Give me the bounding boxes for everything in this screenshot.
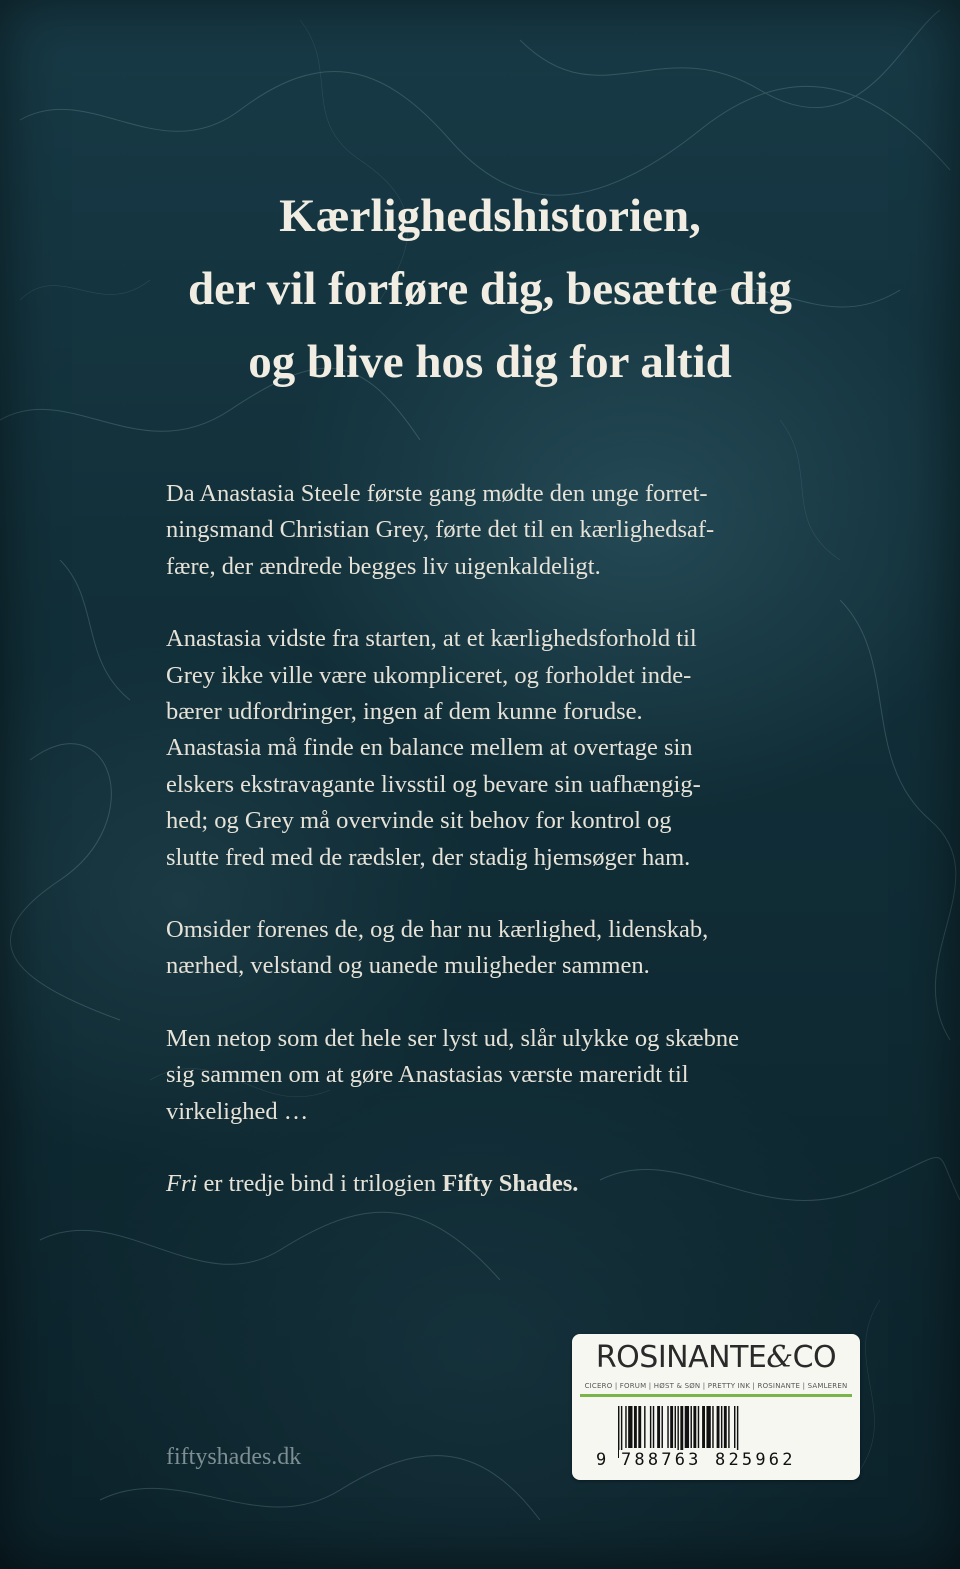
- text-line: nærhed, velstand og uanede muligheder sammen.: [166, 952, 650, 980]
- text-line: bærer udfordringer, ingen af dem kunne forudse.: [166, 698, 643, 726]
- blurb-paragraph-4: [166, 1021, 866, 1130]
- barcode-bar: [712, 1406, 713, 1448]
- text-line: Grey ikke ville være ukompliceret, og forholdet inde-: [166, 661, 692, 689]
- blurb-text: [166, 476, 866, 1203]
- barcode-bar: [625, 1406, 626, 1448]
- barcode-bar: [634, 1406, 637, 1448]
- logo-text: ROSINANTE: [595, 1340, 767, 1375]
- publisher-logo: [580, 1340, 852, 1375]
- text-line: Anastasia vidste fra starten, at et kærlighedsforhold til: [166, 625, 697, 653]
- barcode-bar: [667, 1406, 668, 1448]
- text-line: fære, der ændrede begges liv uigenkaldeligt.: [166, 552, 601, 580]
- series-note-text: er tredje bind i trilogien: [197, 1170, 443, 1198]
- blurb-paragraph-1: [166, 476, 866, 585]
- label-divider: [580, 1394, 852, 1397]
- text-line: Da Anastasia Steele første gang mødte den unge forret-: [166, 480, 708, 507]
- barcode-bar: [693, 1406, 696, 1448]
- text-line: sig sammen om at gøre Anastasias værste mareridt til: [166, 1061, 689, 1089]
- series-note: [166, 1166, 866, 1202]
- barcode-bar: [638, 1406, 641, 1448]
- website-url: fiftyshades.dk: [166, 1444, 302, 1470]
- series-name: Fifty Shades.: [442, 1170, 579, 1198]
- text-line: hed; og Grey må overvinde sit behov for kontrol og: [166, 807, 672, 835]
- barcode-bar: [724, 1406, 727, 1448]
- blurb-paragraph-3: [166, 912, 866, 985]
- logo-ampersand: &: [766, 1340, 793, 1375]
- barcode-bar: [670, 1406, 673, 1448]
- barcode-bar: [657, 1406, 660, 1448]
- headline-line: Kærlighedshistorien,: [279, 190, 701, 242]
- blurb-paragraph-2: [166, 621, 866, 876]
- text-line: elskers ekstravagante livsstil og bevare sin uafhængig-: [166, 770, 701, 798]
- cover-headline: [80, 180, 900, 399]
- headline-line: der vil forføre dig, besætte dig: [188, 263, 792, 315]
- isbn-number: 788763 825962: [621, 1450, 796, 1470]
- text-line: ningsmand Christian Grey, førte det til en kærlighedsaf-: [166, 516, 715, 544]
- barcode-bar: [662, 1406, 663, 1448]
- barcode-bar: [734, 1406, 735, 1448]
- barcode-bar: [675, 1406, 676, 1448]
- text-line: Men netop som det hele ser lyst ud, slår ulykke og skæbne: [166, 1024, 739, 1052]
- barcode-bar: [728, 1406, 729, 1448]
- barcode-bar: [702, 1406, 705, 1448]
- text-line: Omsider forenes de, og de har nu kærlighed, lidenskab,: [166, 916, 709, 944]
- barcode-bar: [698, 1406, 699, 1448]
- publisher-barcode-label: [572, 1334, 860, 1480]
- barcode-bar: [721, 1406, 722, 1448]
- logo-text: CO: [792, 1340, 837, 1375]
- isbn-digit: 9: [596, 1450, 607, 1470]
- imprint-list: CICERO | FORUM | HØST & SØN | PRETTY INK | ROSINANTE | SAMLEREN: [584, 1382, 848, 1390]
- barcode-bar: [628, 1406, 632, 1448]
- barcode-bar: [653, 1406, 654, 1448]
- barcode-bar: [644, 1406, 645, 1448]
- barcode-bar: [706, 1406, 710, 1448]
- barcode-bar: [685, 1406, 689, 1448]
- headline-line: og blive hos dig for altid: [248, 336, 732, 388]
- text-line: slutte fred med de rædsler, der stadig hjemsøger ham.: [166, 843, 691, 871]
- book-title: Fri: [166, 1170, 198, 1198]
- text-line: Anastasia må finde en balance mellem at overtage sin: [166, 734, 693, 762]
- barcode-bar: [717, 1406, 720, 1448]
- barcode-bar: [691, 1406, 692, 1448]
- text-line: virkelighed …: [166, 1097, 309, 1125]
- barcode-bar: [650, 1406, 651, 1448]
